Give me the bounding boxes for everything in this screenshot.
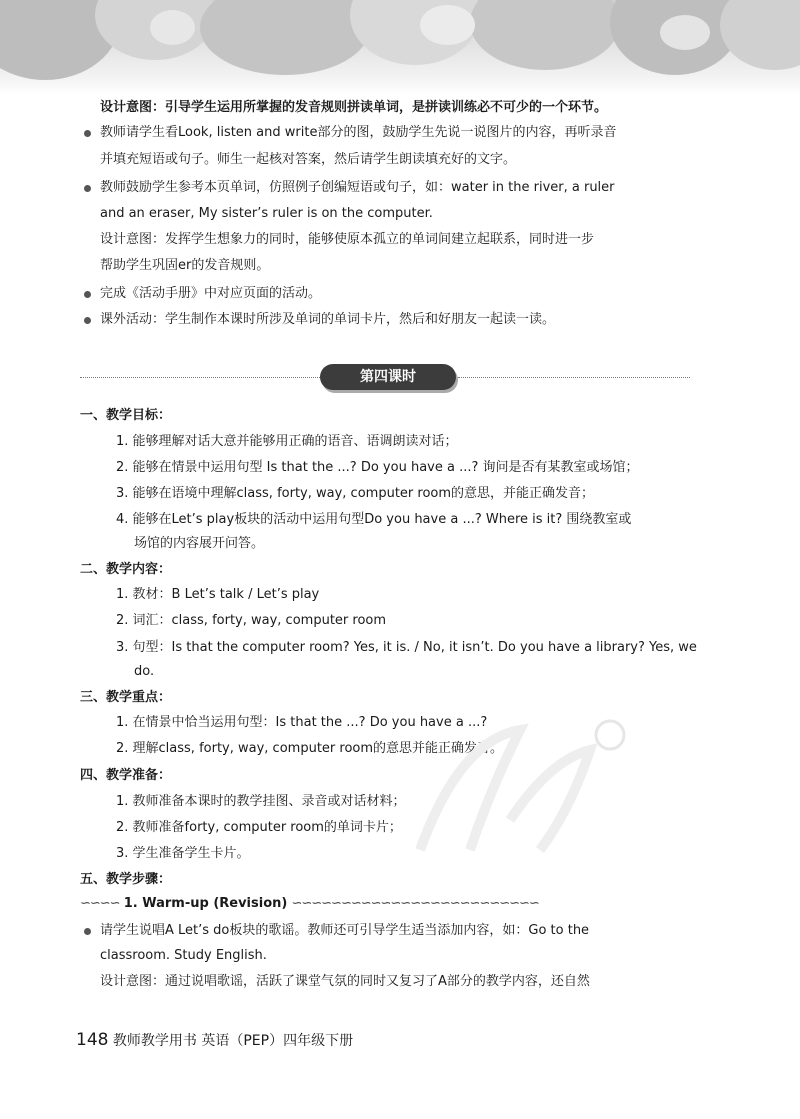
goal-item: 4. 能够在Let’s play板块的活动中运用句型Do you have a ...? Where is it? 围绕教室或: [116, 512, 632, 527]
warmup-title: 1. Warm-up (Revision): [123, 896, 288, 911]
design-intent-3: 设计意图：通过说唱歌谣，活跃了课堂气氛的同时又复习了A部分的教学内容，还自然: [100, 974, 590, 989]
section-divider-right: [458, 377, 690, 378]
section-divider-left: [80, 377, 320, 378]
paragraph-line: 并填充短语或句子。师生一起核对答案，然后请学生朗读填充好的文字。: [100, 152, 517, 167]
content-item: 3. 句型：Is that the computer room? Yes, it is. / No, it isn’t. Do you have a library? Yes, we: [116, 640, 697, 655]
focus-item: 2. 理解class, forty, way, computer room的意思并能正确发音。: [116, 741, 504, 756]
prep-heading: 四、教学准备：: [80, 768, 172, 783]
step-line: classroom. Study English.: [100, 948, 267, 963]
warmup-subheading: [80, 894, 539, 914]
publisher-watermark-logo: [400, 700, 630, 870]
bullet-icon: [84, 928, 91, 935]
section-title: 第四课时: [320, 364, 456, 390]
paragraph-line: and an eraser, My sister’s ruler is on the computer.: [100, 206, 433, 221]
paragraph-line: 课外活动：学生制作本课时所涉及单词的单词卡片，然后和好朋友一起读一读。: [100, 312, 556, 327]
bullet-icon: [84, 185, 91, 192]
step-line: 请学生说唱A Let’s do板块的歌谣。教师还可引导学生适当添加内容，如：Go to the: [100, 923, 590, 938]
goal-item: 3. 能够在语境中理解class, forty, way, computer room的意思，并能正确发音；: [116, 486, 595, 501]
paragraph-line: 完成《活动手册》中对应页面的活动。: [100, 286, 322, 301]
focus-heading: 三、教学重点：: [80, 690, 172, 705]
header-decorative-banner: [0, 0, 800, 95]
prep-item: 3. 学生准备学生卡片。: [116, 846, 250, 861]
bullet-icon: [84, 291, 91, 298]
wavy-rule-left: ∽∽∽∽: [80, 896, 120, 911]
content-item: 2. 词汇：class, forty, way, computer room: [116, 613, 387, 628]
content-item-continuation: do.: [134, 664, 155, 679]
goals-heading: 一、教学目标：: [80, 408, 172, 423]
content-item: 1. 教材：B Let’s talk / Let’s play: [116, 587, 320, 602]
book-title: 教师教学用书 英语（PEP）四年级下册: [112, 1033, 354, 1049]
bullet-icon: [84, 130, 91, 137]
paragraph-line: 帮助学生巩固er的发音规则。: [100, 258, 270, 273]
paragraph-line: 教师请学生看Look, listen and write部分的图，鼓励学生先说一说图片的内容，再听录音: [100, 125, 617, 140]
focus-item: 1. 在情景中恰当运用句型：Is that the ...? Do you have a ...?: [116, 715, 488, 730]
wavy-rule-right: ∽∽∽∽∽∽∽∽∽∽∽∽∽∽∽∽∽∽∽∽∽∽∽∽∽: [291, 896, 539, 911]
content-heading: 二、教学内容：: [80, 562, 172, 577]
design-intent-2: 设计意图：发挥学生想象力的同时，能够使原本孤立的单词间建立起联系，同时进一步: [100, 232, 595, 247]
goal-item: 1. 能够理解对话大意并能够用正确的语音、语调朗读对话；: [116, 434, 458, 449]
goal-item-continuation: 场馆的内容展开问答。: [134, 536, 265, 551]
bullet-icon: [84, 317, 91, 324]
goal-item: 2. 能够在情景中运用句型 Is that the ...? Do you have a ...? 询问是否有某教室或场馆；: [116, 460, 639, 475]
page-footer: [76, 1030, 353, 1050]
prep-item: 2. 教师准备forty, computer room的单词卡片；: [116, 820, 402, 835]
steps-heading: 五、教学步骤：: [80, 872, 172, 887]
design-intent-1: 设计意图：引导学生运用所掌握的发音规则拼读单词，是拼读训练必不可少的一个环节。: [100, 100, 608, 115]
paragraph-line: 教师鼓励学生参考本页单词，仿照例子创编短语或句子，如：water in the river, a ruler: [100, 180, 615, 195]
page-number: 148: [76, 1030, 109, 1050]
prep-item: 1. 教师准备本课时的教学挂图、录音或对话材料；: [116, 794, 406, 809]
